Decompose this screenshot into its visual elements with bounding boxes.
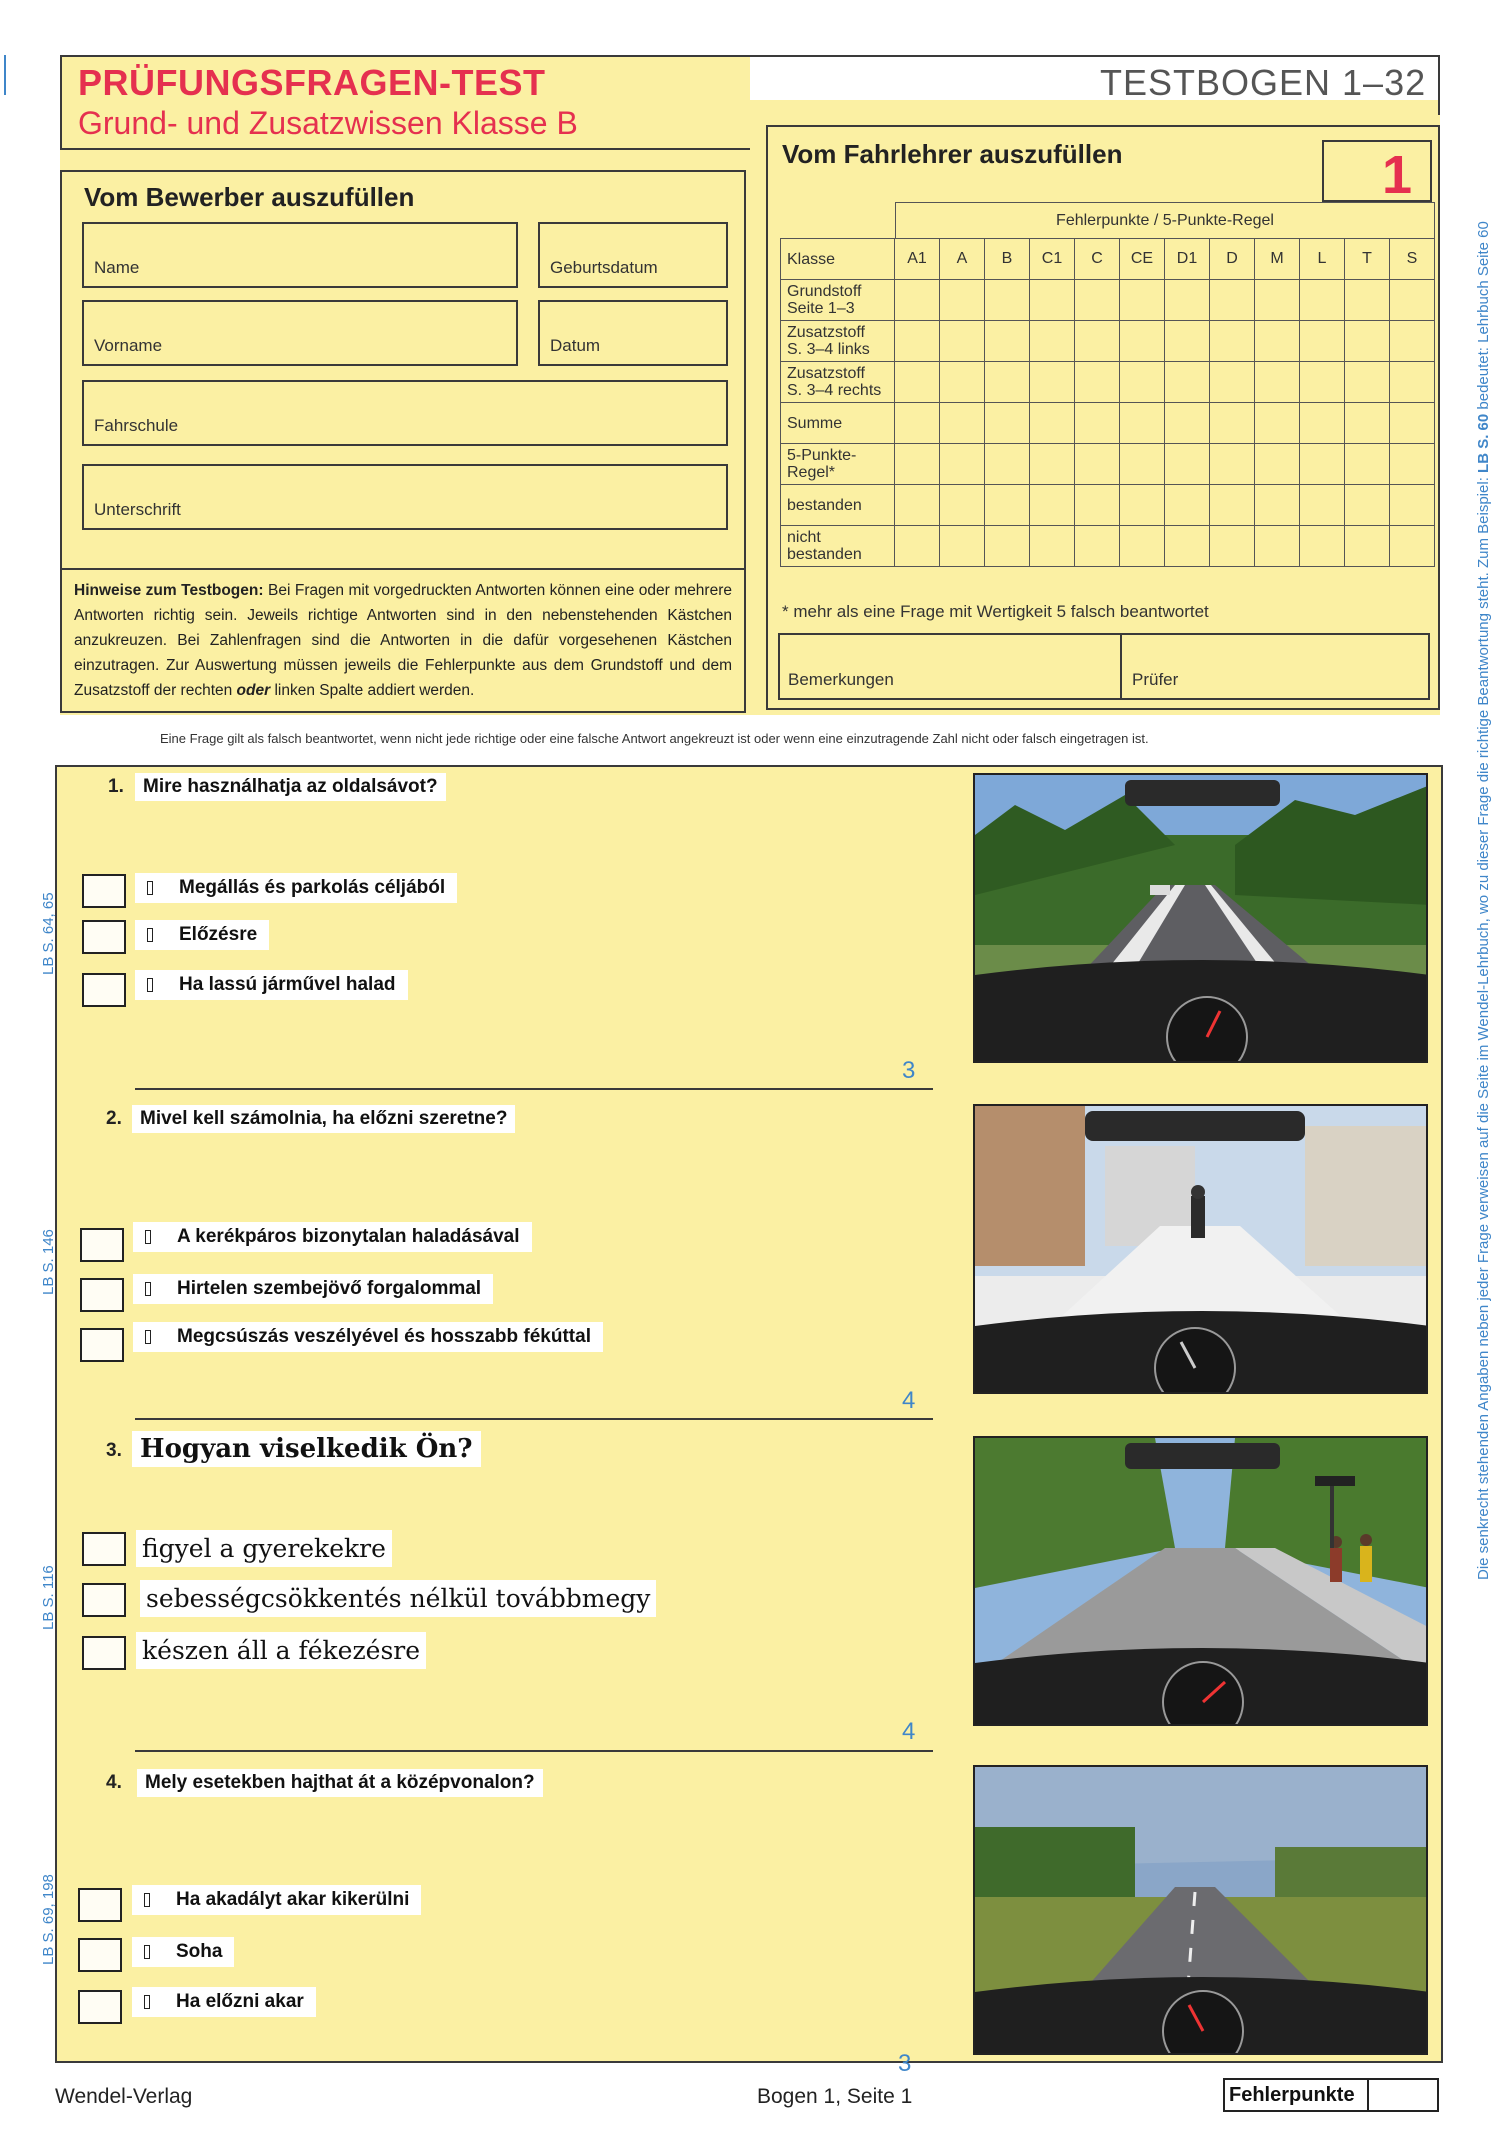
grid-score-cell[interactable]	[1030, 526, 1075, 567]
grid-score-cell[interactable]	[895, 362, 940, 403]
grid-score-cell[interactable]	[1120, 321, 1165, 362]
grid-score-cell[interactable]	[1075, 485, 1120, 526]
grid-score-cell[interactable]	[895, 485, 940, 526]
sheet-number: 1	[1381, 145, 1412, 205]
grid-score-cell[interactable]	[1210, 362, 1255, 403]
answer-checkbox[interactable]	[82, 1532, 126, 1566]
grid-score-cell[interactable]	[1300, 403, 1345, 444]
grid-score-cell[interactable]	[940, 321, 985, 362]
grid-score-cell[interactable]	[1255, 444, 1300, 485]
grid-score-cell[interactable]	[1255, 485, 1300, 526]
grid-score-cell[interactable]	[940, 403, 985, 444]
grid-score-cell[interactable]	[1255, 321, 1300, 362]
grid-score-cell[interactable]	[1120, 280, 1165, 321]
sheet-label: TESTBOGEN 1–32	[1100, 62, 1427, 103]
header-rule-right	[1438, 55, 1440, 115]
grid-score-cell[interactable]	[1030, 485, 1075, 526]
grid-score-cell[interactable]	[1030, 362, 1075, 403]
grid-score-cell[interactable]	[1345, 362, 1390, 403]
grid-score-cell[interactable]	[895, 403, 940, 444]
instructor-panel-title: Vom Fahrlehrer auszufüllen	[782, 139, 1123, 169]
question-text: Mely esetekben hajthat át a középvonalon?	[137, 1769, 543, 1797]
grid-score-cell[interactable]	[1030, 280, 1075, 321]
grid-score-cell[interactable]	[1390, 485, 1435, 526]
name-label: Name	[94, 258, 140, 277]
grid-score-cell[interactable]	[1210, 444, 1255, 485]
grid-row-label: Grundstoff Seite 1–3	[781, 280, 895, 321]
grid-score-cell[interactable]	[1300, 526, 1345, 567]
answer-option: készen áll a fékezésre	[136, 1632, 426, 1669]
grid-score-cell[interactable]	[1210, 485, 1255, 526]
error-points-header: Fehlerpunkte / 5-Punkte-Regel	[895, 202, 1435, 238]
question-separator	[135, 1088, 933, 1090]
grid-score-cell[interactable]	[1165, 403, 1210, 444]
publisher: Wendel-Verlag	[55, 2085, 193, 2108]
signature-label: Unterschrift	[94, 500, 181, 519]
grid-class-header: S	[1390, 239, 1435, 280]
question-image	[973, 1765, 1428, 2055]
answer-checkbox[interactable]	[82, 920, 126, 954]
answer-option: sebességcsökkentés nélkül továbbmegy	[140, 1580, 656, 1617]
hint-text-oder: oder	[236, 682, 271, 699]
grid-class-header: C1	[1030, 239, 1075, 280]
answer-checkbox[interactable]	[80, 1328, 124, 1362]
grid-class-header: C	[1075, 239, 1120, 280]
grid-score-cell[interactable]	[1390, 280, 1435, 321]
question-separator	[135, 1750, 933, 1752]
date-field[interactable]	[538, 300, 728, 366]
grid-score-cell[interactable]	[895, 280, 940, 321]
grid-score-cell[interactable]	[985, 526, 1030, 567]
grid-score-cell[interactable]	[1345, 444, 1390, 485]
grid-score-cell[interactable]	[1210, 280, 1255, 321]
answer-checkbox[interactable]	[82, 1583, 126, 1617]
grid-score-cell[interactable]	[1165, 280, 1210, 321]
textbook-reference: LB S. 116	[40, 1565, 57, 1630]
answer-option: Előzésre	[135, 920, 269, 950]
grid-score-cell[interactable]	[1345, 526, 1390, 567]
grid-score-cell[interactable]	[1300, 444, 1345, 485]
answer-checkbox[interactable]	[78, 1938, 122, 1972]
grid-score-cell[interactable]	[1075, 403, 1120, 444]
answer-option: Ha akadályt akar kikerülni	[132, 1885, 421, 1915]
question-points: 4	[902, 1718, 916, 1745]
answer-checkbox[interactable]	[82, 874, 126, 908]
grid-score-cell[interactable]	[1030, 321, 1075, 362]
remarks-box	[778, 633, 1430, 700]
driving-scene-image	[975, 1106, 1428, 1394]
answer-option: Ha lassú járművel halad	[135, 970, 408, 1000]
grid-class-header: M	[1255, 239, 1300, 280]
grid-class-header: A1	[895, 239, 940, 280]
margin-mark	[4, 55, 6, 95]
grid-class-label: Klasse	[781, 239, 895, 280]
answer-option: Hirtelen szembejövő forgalommal	[133, 1274, 493, 1304]
grid-row-label: Summe	[781, 403, 895, 444]
question-points: 3	[902, 1057, 916, 1084]
textbook-reference: LB S. 146	[40, 1229, 57, 1295]
name-field[interactable]	[82, 222, 518, 288]
grid-score-cell[interactable]	[1165, 362, 1210, 403]
driving-scene-image	[975, 1767, 1428, 2055]
page-number: Bogen 1, Seite 1	[757, 2085, 913, 2108]
grid-score-cell[interactable]	[1390, 526, 1435, 567]
grid-score-cell[interactable]	[1120, 526, 1165, 567]
grid-score-cell[interactable]	[1120, 485, 1165, 526]
answer-option: Ha előzni akar	[132, 1987, 316, 2017]
question-separator	[135, 1418, 933, 1420]
firstname-field[interactable]	[82, 300, 518, 366]
signature-field[interactable]	[82, 464, 728, 530]
grid-score-cell[interactable]	[1075, 321, 1120, 362]
grid-score-cell[interactable]	[1300, 321, 1345, 362]
grid-score-cell[interactable]	[1390, 362, 1435, 403]
grid-score-cell[interactable]	[1075, 526, 1120, 567]
grid-row-label: 5-Punkte- Regel*	[781, 444, 895, 485]
grid-score-cell[interactable]	[895, 444, 940, 485]
firstname-label: Vorname	[94, 336, 163, 355]
question-text: Hogyan viselkedik Ön?	[132, 1431, 481, 1467]
answer-option: Megcsúszás veszélyével és hosszabb fékúttal	[133, 1322, 603, 1352]
grid-score-cell[interactable]	[985, 403, 1030, 444]
grid-score-cell[interactable]	[1120, 444, 1165, 485]
question-number: 3.	[106, 1440, 122, 1461]
question-points: 4	[902, 1387, 916, 1414]
grid-score-cell[interactable]	[1345, 485, 1390, 526]
answer-checkbox[interactable]	[82, 973, 126, 1007]
question-image	[973, 1436, 1428, 1726]
textbook-reference: LB S. 69, 198	[40, 1874, 57, 1965]
hint-box	[60, 568, 746, 713]
grid-score-cell[interactable]	[1255, 526, 1300, 567]
answer-checkbox[interactable]	[82, 1636, 126, 1670]
birthdate-label: Geburtsdatum	[550, 258, 658, 277]
grid-score-cell[interactable]	[1210, 321, 1255, 362]
grid-score-cell[interactable]	[985, 321, 1030, 362]
grid-score-cell[interactable]	[940, 362, 985, 403]
grid-class-header: D	[1210, 239, 1255, 280]
grid-score-cell[interactable]	[940, 526, 985, 567]
grid-score-cell[interactable]	[1345, 280, 1390, 321]
question-points: 3	[898, 2050, 912, 2077]
scoring-grid	[780, 238, 1435, 567]
answer-checkbox[interactable]	[80, 1228, 124, 1262]
grid-score-cell[interactable]	[1390, 321, 1435, 362]
grid-score-cell[interactable]	[1345, 321, 1390, 362]
school-field[interactable]	[82, 380, 728, 446]
grid-score-cell[interactable]	[1300, 280, 1345, 321]
grid-class-header: A	[940, 239, 985, 280]
grid-score-cell[interactable]	[985, 362, 1030, 403]
date-label: Datum	[550, 336, 601, 355]
answer-option: Megállás és parkolás céljából	[135, 873, 457, 903]
grid-score-cell[interactable]	[985, 444, 1030, 485]
birthdate-field[interactable]	[538, 222, 728, 288]
grid-score-cell[interactable]	[1390, 444, 1435, 485]
answer-checkbox[interactable]	[78, 1990, 122, 2024]
grid-class-header: L	[1300, 239, 1345, 280]
sheet-number-box	[1322, 140, 1432, 205]
hint-text-1: Bei Fragen mit vorgedruckten Antworten können eine oder mehrere Antworten richtig sein. Jeweils richtige Antworten sind in den nebenstehenden Kästchen anzukreuzen. Bei Zahlenfragen sind die Antworten in die dafür vorgesehenen Kästchen einzutragen. Zur Auswertung müssen jeweils die Fehlerpunkte aus dem Grundstoff und dem Zusatzstoff der rechten	[74, 582, 732, 699]
driving-scene-image	[975, 775, 1428, 1063]
question-number: 4.	[106, 1772, 122, 1793]
grid-score-cell[interactable]	[1255, 280, 1300, 321]
grid-score-cell[interactable]	[940, 444, 985, 485]
question-number: 1.	[108, 776, 124, 797]
grid-score-cell[interactable]	[1120, 362, 1165, 403]
grid-class-header: CE	[1120, 239, 1165, 280]
hint-text-2: linken Spalte addiert werden.	[270, 682, 475, 699]
grid-row-label: Zusatzstoff S. 3–4 links	[781, 321, 895, 362]
grid-class-header: B	[985, 239, 1030, 280]
grid-score-cell[interactable]	[940, 280, 985, 321]
driving-scene-image	[975, 1438, 1428, 1726]
error-points-label: Fehlerpunkte	[1229, 2084, 1355, 2106]
answer-checkbox[interactable]	[78, 1888, 122, 1922]
applicant-panel	[60, 170, 746, 578]
grid-class-header: T	[1345, 239, 1390, 280]
grid-score-cell[interactable]	[1165, 321, 1210, 362]
hint-label: Hinweise zum Testbogen:	[74, 582, 264, 599]
applicant-panel-title: Vom Bewerber auszufüllen	[84, 182, 415, 212]
grid-score-cell[interactable]	[940, 485, 985, 526]
grid-score-cell[interactable]	[1390, 403, 1435, 444]
grid-class-header: D1	[1165, 239, 1210, 280]
answer-option: Soha	[132, 1937, 234, 1967]
header-rule	[750, 55, 1440, 57]
question-text: Mire használhatja az oldalsávot?	[135, 773, 446, 801]
remarks-label: Bemerkungen	[788, 670, 894, 689]
grid-score-cell[interactable]	[1075, 444, 1120, 485]
answer-option: figyel a gyerekekre	[136, 1530, 392, 1567]
footnote: * mehr als eine Frage mit Wertigkeit 5 falsch beantwortet	[782, 602, 1209, 621]
grid-score-cell[interactable]	[1165, 444, 1210, 485]
grid-score-cell[interactable]	[1255, 403, 1300, 444]
side-note: Die senkrecht stehenden Angaben neben jeder Frage verweisen auf die Seite im Wendel-Lehrbuch, wo zu dieser Frage die richtige Beantwortung steht. Zum Beispiel: LB S. 60 bedeutet: Lehrbuch Seite 60	[1475, 221, 1492, 1580]
textbook-reference: LB S. 64, 65	[40, 892, 57, 975]
grid-row-label: nicht bestanden	[781, 526, 895, 567]
grid-score-cell[interactable]	[1030, 403, 1075, 444]
grid-score-cell[interactable]	[1300, 485, 1345, 526]
error-points-box[interactable]	[1223, 2078, 1439, 2112]
grid-row-label: bestanden	[781, 485, 895, 526]
grid-score-cell[interactable]	[1165, 526, 1210, 567]
page-title: PRÜFUNGSFRAGEN-TEST	[78, 62, 546, 103]
grid-score-cell[interactable]	[1210, 403, 1255, 444]
grid-score-cell[interactable]	[895, 321, 940, 362]
grid-score-cell[interactable]	[985, 485, 1030, 526]
question-number: 2.	[106, 1108, 122, 1129]
grid-score-cell[interactable]	[985, 280, 1030, 321]
grid-score-cell[interactable]	[1345, 403, 1390, 444]
examiner-label: Prüfer	[1132, 670, 1179, 689]
grid-score-cell[interactable]	[1210, 526, 1255, 567]
grid-score-cell[interactable]	[1075, 280, 1120, 321]
grid-score-cell[interactable]	[1300, 362, 1345, 403]
answer-instruction: Eine Frage gilt als falsch beantwortet, wenn nicht jede richtige oder eine falsche Antwort angekreuzt ist oder wenn eine einzutragende Zahl nicht oder falsch eingetragen ist.	[160, 731, 1149, 746]
grid-score-cell[interactable]	[1030, 444, 1075, 485]
grid-row-label: Zusatzstoff S. 3–4 rechts	[781, 362, 895, 403]
grid-score-cell[interactable]	[1075, 362, 1120, 403]
question-text: Mivel kell számolnia, ha előzni szeretne?	[132, 1105, 515, 1133]
question-image	[973, 773, 1428, 1063]
answer-checkbox[interactable]	[80, 1278, 124, 1312]
answer-option: A kerékpáros bizonytalan haladásával	[133, 1222, 532, 1252]
page-subtitle: Grund- und Zusatzwissen Klasse B	[78, 105, 578, 141]
grid-score-cell[interactable]	[1165, 485, 1210, 526]
question-image	[973, 1104, 1428, 1394]
grid-score-cell[interactable]	[1120, 403, 1165, 444]
school-label: Fahrschule	[94, 416, 179, 435]
grid-score-cell[interactable]	[895, 526, 940, 567]
grid-score-cell[interactable]	[1255, 362, 1300, 403]
